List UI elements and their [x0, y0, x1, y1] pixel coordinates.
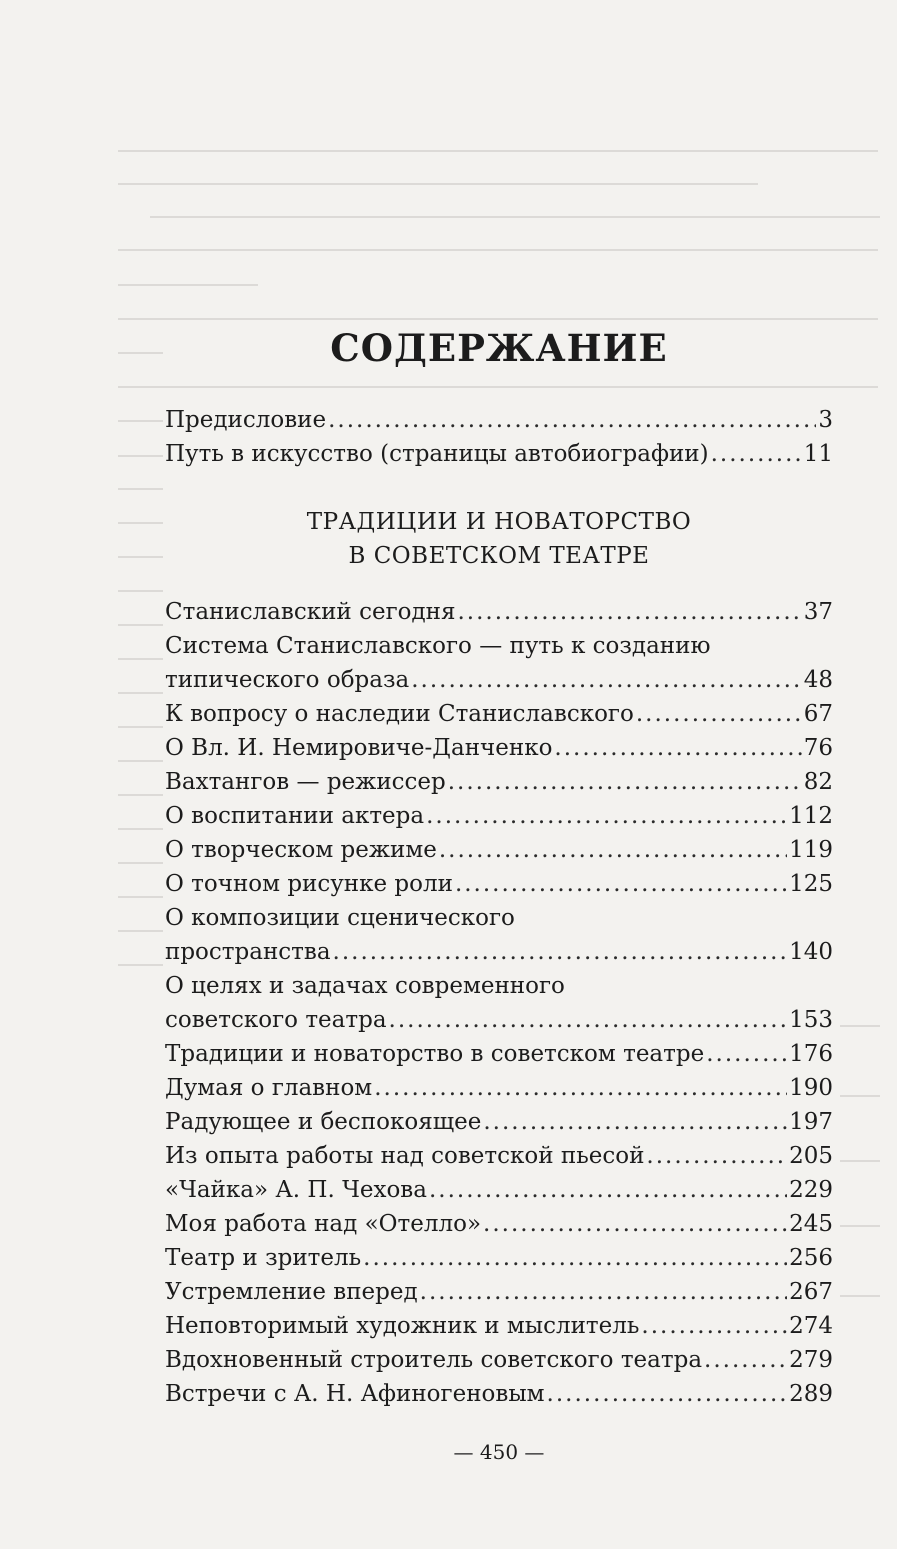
dot-leader [389, 1004, 788, 1037]
toc-entry-page: 48 [803, 667, 833, 693]
page-title: СОДЕРЖАНИЕ [330, 326, 668, 370]
toc-entry [165, 1038, 833, 1071]
dot-leader [439, 834, 787, 867]
toc-entry-title: О целях и задачах современного [165, 973, 565, 999]
dot-leader [483, 1106, 787, 1139]
toc-entry-page: 229 [789, 1177, 833, 1203]
toc-entry [165, 868, 833, 901]
toc-entry [165, 1174, 833, 1207]
toc-entry-page: 279 [789, 1347, 833, 1373]
toc-entry-autobiography [165, 438, 833, 471]
toc-entry-title: Станиславский сегодня [165, 599, 456, 625]
toc-entry-page: 245 [789, 1211, 833, 1237]
toc-entry [165, 1344, 833, 1377]
toc-entry-title: Устремление вперед [165, 1279, 418, 1305]
toc-entry-title: Путь в искусство (страницы автобиографии) [165, 441, 709, 467]
dot-leader [547, 1378, 788, 1411]
toc-entry-preface [165, 404, 833, 437]
toc-entry-title: Думая о главном [165, 1075, 373, 1101]
toc-entry-title: Традиции и новаторство в советском театре [165, 1041, 705, 1067]
toc-entry [165, 1208, 833, 1241]
toc-entry-page: 76 [803, 735, 833, 761]
toc-entry-page: 37 [803, 599, 833, 625]
toc-entry-title: Неповторимый художник и мыслитель [165, 1313, 640, 1339]
toc-entry-title: Из опыта работы над советской пьесой [165, 1143, 645, 1169]
toc-entry-page: 274 [789, 1313, 833, 1339]
toc-entry [165, 834, 833, 867]
dot-leader [448, 766, 802, 799]
dot-leader [711, 438, 802, 471]
toc-entry-title-line-1 [165, 630, 833, 663]
toc-entry-title: Вдохновенный строитель советского театра [165, 1347, 703, 1373]
toc-entry-page: 256 [789, 1245, 833, 1271]
dot-leader [646, 1140, 787, 1173]
section-heading-line-1: ТРАДИЦИИ И НОВАТОРСТВО [306, 509, 692, 535]
toc-entry-page: 3 [818, 407, 833, 433]
toc-entry-title: «Чайка» А. П. Чехова [165, 1177, 427, 1203]
toc-entry-title: Предисловие [165, 407, 327, 433]
toc-entry [165, 1310, 833, 1343]
dot-leader [455, 868, 787, 901]
toc-entry [165, 1106, 833, 1139]
toc-entry [165, 766, 833, 799]
toc-entry-page: 289 [789, 1381, 833, 1407]
dot-leader [429, 1174, 787, 1207]
dot-leader [374, 1072, 787, 1105]
toc-entry-title: О композиции сценического [165, 905, 515, 931]
toc-entry [165, 698, 833, 731]
dot-leader [411, 664, 801, 697]
section-heading-line-2: В СОВЕТСКОМ ТЕАТРЕ [348, 543, 650, 569]
dot-leader [706, 1038, 787, 1071]
toc-entry-title: О точном рисунке роли [165, 871, 453, 897]
toc-entry [165, 1072, 833, 1105]
toc-entry-title: Радующее и беспокоящее [165, 1109, 482, 1135]
dot-leader [483, 1208, 787, 1241]
toc-entry-page: 112 [789, 803, 833, 829]
dot-leader [554, 732, 801, 765]
toc-entry [165, 936, 833, 969]
dot-leader [641, 1310, 787, 1343]
toc-entry-title: О творческом режиме [165, 837, 437, 863]
toc-entry [165, 1378, 833, 1411]
dot-leader [704, 1344, 787, 1377]
toc-entry-title: Система Станиславского — путь к созданию [165, 633, 711, 659]
toc-entry-page: 176 [789, 1041, 833, 1067]
toc-entry [165, 732, 833, 765]
toc-entry-page: 205 [789, 1143, 833, 1169]
dot-leader [328, 404, 816, 437]
toc-entry-page: 190 [789, 1075, 833, 1101]
dot-leader [426, 800, 787, 833]
toc-entry [165, 664, 833, 697]
toc-entry-title: О воспитании актера [165, 803, 425, 829]
toc-entry-page: 67 [803, 701, 833, 727]
toc-entry-title: Встречи с А. Н. Афиногеновым [165, 1381, 545, 1407]
toc-entry-page: 153 [789, 1007, 833, 1033]
toc-entry-title: пространства [165, 939, 331, 965]
toc-entry-page: 267 [789, 1279, 833, 1305]
page-number: — 450 — [453, 1440, 545, 1464]
toc-entry-title: типического образа [165, 667, 410, 693]
dot-leader [363, 1242, 787, 1275]
toc-entry-page: 197 [789, 1109, 833, 1135]
dot-leader [636, 698, 802, 731]
toc-entry-title: О Вл. И. Немировиче-Данченко [165, 735, 553, 761]
toc-entry [165, 1140, 833, 1173]
toc-entry-title: К вопросу о наследии Станиславского [165, 701, 634, 727]
toc-entry [165, 1276, 833, 1309]
toc-entry-page: 140 [789, 939, 833, 965]
dot-leader [420, 1276, 787, 1309]
dot-leader [457, 596, 801, 629]
toc-entry [165, 596, 833, 629]
toc-entry-title: Моя работа над «Отелло» [165, 1211, 482, 1237]
toc-entry [165, 1242, 833, 1275]
toc-entry [165, 1004, 833, 1037]
toc-entry-title: Вахтангов — режиссер [165, 769, 446, 795]
toc-entry-title-line-1 [165, 970, 833, 1003]
toc-entry-page: 125 [789, 871, 833, 897]
toc-entry-title: советского театра [165, 1007, 387, 1033]
toc-entry-page: 119 [789, 837, 833, 863]
dot-leader [333, 936, 788, 969]
toc-entry-title-line-1 [165, 902, 833, 935]
toc-entry-page: 82 [803, 769, 833, 795]
toc-entry-title: Театр и зритель [165, 1245, 362, 1271]
toc-entry [165, 800, 833, 833]
toc-entry-page: 11 [803, 441, 833, 467]
